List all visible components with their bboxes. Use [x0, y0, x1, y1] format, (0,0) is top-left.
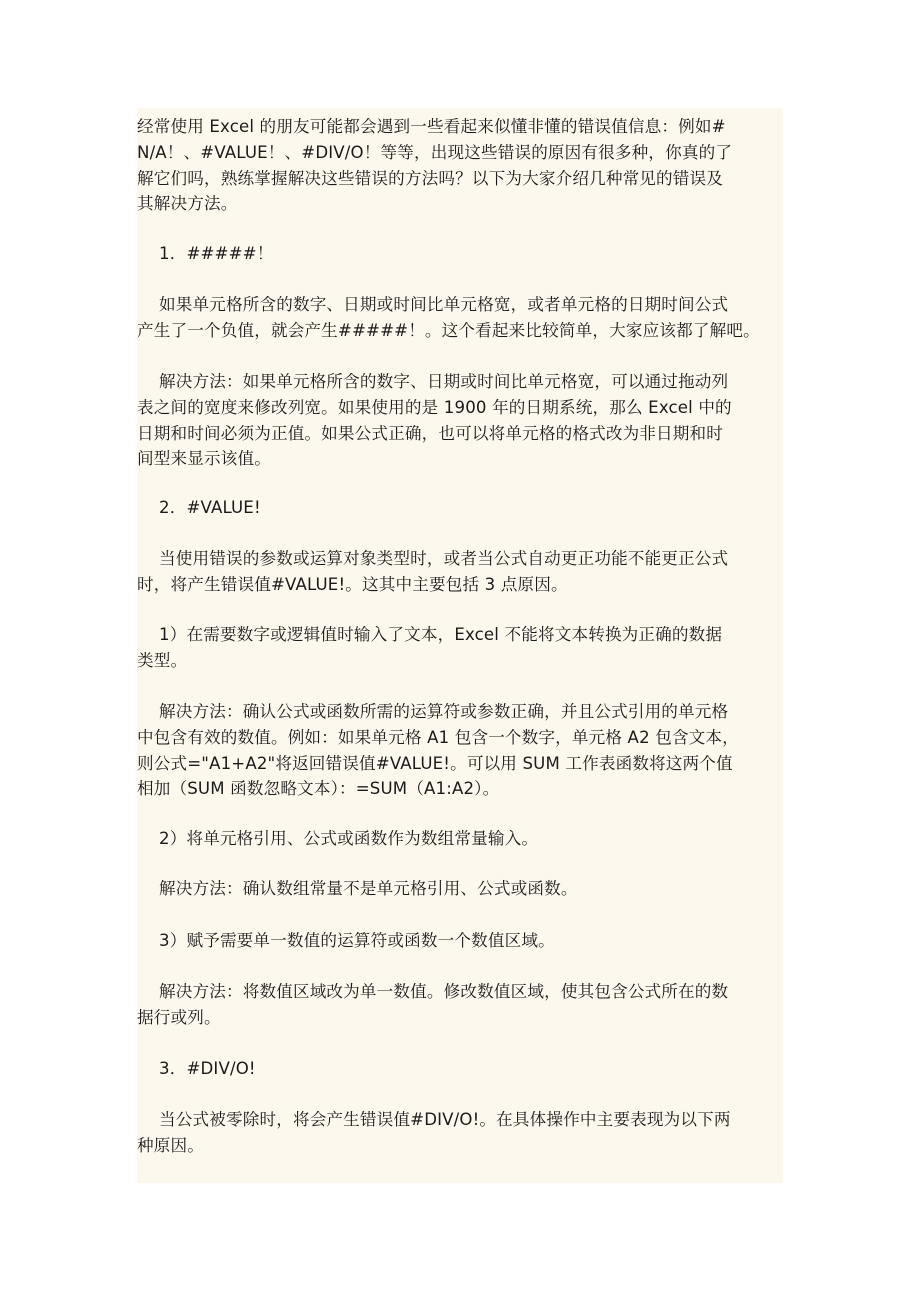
- section-1-heading: [137, 241, 805, 267]
- text-line: 间型来显示该值。: [137, 449, 271, 469]
- section-2-solution-1: [137, 699, 783, 802]
- text-line: 当使用错误的参数或运算对象类型时，或者当公式自动更正功能不能更正公式: [159, 549, 729, 568]
- text-line: 表之间的宽度来修改列宽。如果使用的是 1900 年的日期系统，那么 Excel 中的: [137, 397, 732, 417]
- section-2-solution-3: [137, 979, 783, 1031]
- section-2-solution-2: [137, 876, 805, 902]
- text-line: 3）赋予需要单一数值的运算符或函数一个数值区域。: [159, 931, 555, 950]
- text-line: 相加（SUM 函数忽略文本）：=SUM（A1:A2）。: [137, 779, 500, 799]
- section-3-heading: [137, 1056, 805, 1082]
- text-line: 解决方法：如果单元格所含的数字、日期或时间比单元格宽，可以通过拖动列: [159, 372, 729, 391]
- section-2-cause-3: [137, 928, 805, 954]
- section-2-cause-2: [137, 826, 805, 852]
- text-line: 中包含有效的数值。例如：如果单元格 A1 包含一个数字，单元格 A2 包含文本，: [137, 727, 739, 747]
- text-line: 2）将单元格引用、公式或函数作为数组常量输入。: [159, 829, 539, 848]
- heading-text: 2．#VALUE!: [159, 498, 261, 517]
- text-line: 种原因。: [137, 1135, 204, 1155]
- text-line: 解它们吗，熟练掌握解决这些错误的方法吗？以下为大家介绍几种常见的错误及: [137, 168, 724, 188]
- document-page: [137, 108, 783, 1183]
- text-line: 解决方法：确认公式或函数所需的运算符或参数正确，并且公式引用的单元格: [159, 702, 729, 721]
- text-line: 类型。: [137, 650, 188, 670]
- text-line: 则公式="A1+A2"将返回错误值#VALUE!。可以用 SUM 工作表函数将这两个值: [137, 753, 733, 773]
- section-2-description: [137, 546, 783, 598]
- text-line: 解决方法：将数值区域改为单一数值。修改数值区域，使其包含公式所在的数: [159, 982, 729, 1001]
- text-line: 据行或列。: [137, 1007, 221, 1027]
- text-line: 解决方法：确认数组常量不是单元格引用、公式或函数。: [159, 879, 578, 898]
- text-line: 经常使用 Excel 的朋友可能都会遇到一些看起来似懂非懂的错误值信息：例如#: [137, 117, 726, 136]
- text-line: 产生了一个负值，就会产生#####！。这个看起来比较简单，大家应该都了解吧。: [137, 320, 760, 340]
- text-line: 当公式被零除时，将会产生错误值#DIV/O!。在具体操作中主要表现为以下两: [159, 1110, 731, 1129]
- intro-paragraph: [137, 114, 783, 217]
- text-line: 1）在需要数字或逻辑值时输入了文本，Excel 不能将文本转换为正确的数据: [159, 625, 723, 644]
- heading-text: 3．#DIV/O!: [159, 1059, 256, 1078]
- text-line: 日期和时间必须为正值。如果公式正确，也可以将单元格的格式改为非日期和时: [137, 423, 724, 443]
- section-3-description: [137, 1107, 783, 1159]
- section-2-cause-1: [137, 622, 783, 674]
- text-line: 如果单元格所含的数字、日期或时间比单元格宽，或者单元格的日期时间公式: [159, 295, 729, 314]
- section-1-description: [137, 292, 783, 344]
- text-line: 其解决方法。: [137, 194, 238, 214]
- text-line: N/A！、#VALUE！、#DIV/O！等等，出现这些错误的原因有很多种，你真的了: [137, 142, 733, 162]
- section-1-solution: [137, 369, 783, 472]
- section-2-heading: [137, 495, 805, 521]
- text-line: 时，将产生错误值#VALUE!。这其中主要包括 3 点原因。: [137, 574, 568, 594]
- heading-text: 1．#####！: [159, 244, 274, 263]
